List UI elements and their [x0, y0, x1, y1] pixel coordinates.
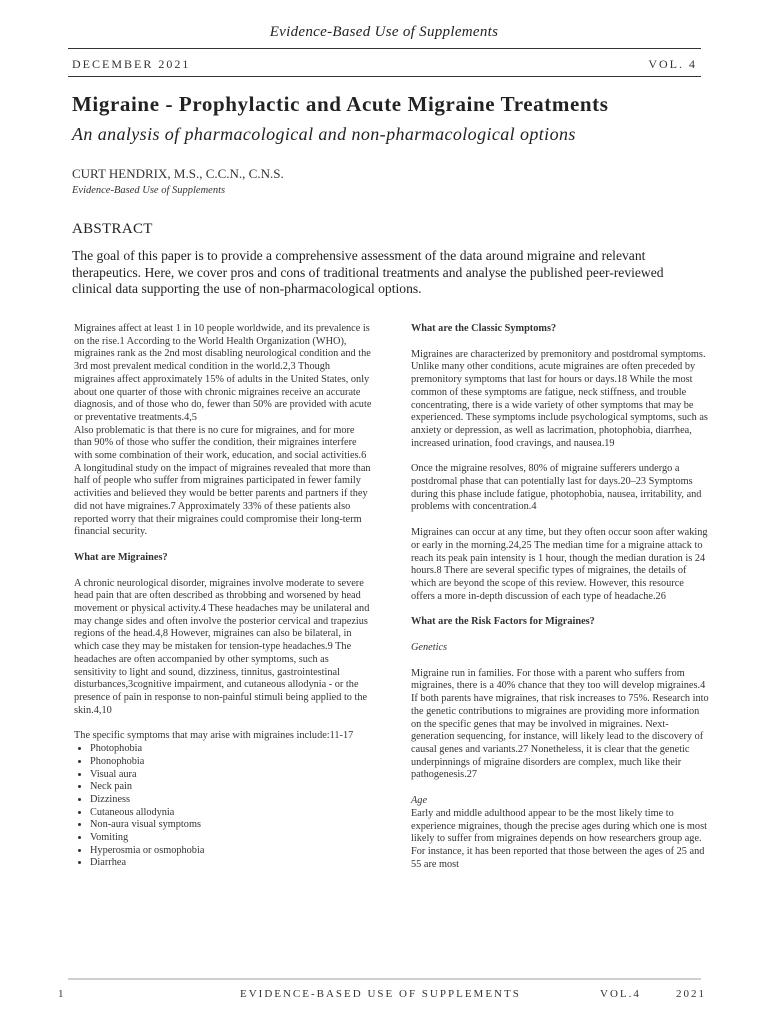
definition-paragraph: A chronic neurological disorder, migraines involve moderate to severe head pain that are often described as throbbing and worsened by head movement or physical activity.4 These headaches may be unilateral and may change sides and often involve the posterior cervical and trapezius regions of the head.4,8 However, migraines can also be bilateral, in which case they may be mistaken for tension-type headaches.9 The headaches are often accompanied by other symptoms, such as sensitivity to light and sound, dizziness, tinnitus, gastrointestinal disturbances,3cognitive impairment, and cutaneous allodynia - or the presence of pain in response to non-painful stimuli being applied to the skin.4,10 [74, 577, 370, 716]
premonitory-paragraph: Migraines are characterized by premonitory and postdromal symptoms. Unlike many other conditions, acute migraines are often preceded by premonitory symptoms that last for hours or days.18 While the most common of these symptoms are fatigue, neck stiffness, and trouble concentrating, there is a wide variety of other symptoms that may be experienced. These symptoms include psychological symptoms, such as anxiety or depression, as well as lacrimation, photophobia, diarrhea, increased urination, food cravings, and nausea.19 [411, 348, 708, 449]
abstract-text: The goal of this paper is to provide a comprehensive assessment of the data around migraine and relevant therapeutics. Here, we cover pros and cons of traditional treatments and analyse the published peer-reviewed clinical data supporting the use of non-pharmacological options. [72, 248, 664, 296]
subheading-genetics: Genetics [411, 642, 448, 654]
section-heading-migraines: What are Migraines? [74, 551, 168, 563]
timing-paragraph: Migraines can occur at any time, but they often occur soon after waking or early in the morning.24,25 The median time for a migraine attack to reach its peak pain intensity is 1 hour, though the median duration is 24 hours.8 There are several specific types of migraines, the details of which are beyond the scope of this review. However, this resource offers a more in-depth discussion of each type of headache.26 [411, 527, 708, 602]
list-item: • Non-aura visual symptoms [90, 819, 372, 832]
footer-journal: EVIDENCE-BASED USE OF SUPPLEMENTS [240, 988, 521, 1000]
author-affiliation: Evidence-Based Use of Supplements [72, 185, 226, 196]
symptom-list [74, 743, 372, 870]
list-item: • Photophobia [90, 743, 372, 756]
right-column [411, 323, 709, 871]
issue-date: DECEMBER 2021 [72, 57, 191, 71]
list-item: • Cutaneous allodynia [90, 807, 372, 820]
postdromal-paragraph: Once the migraine resolves, 80% of migraine sufferers undergo a postdromal phase that can potentially last for days.20–23 Symptoms during this phase include fatigue, photophobia, nausea, irritability, and problems with concentration.4 [411, 463, 702, 513]
footer-rule [68, 978, 701, 980]
journal-title: Evidence-Based Use of Supplements [269, 24, 499, 40]
issue-bar [72, 57, 697, 72]
footer-volume: VOL.4 [600, 988, 641, 1000]
issue-rule [68, 76, 701, 77]
issue-volume: VOL. 4 [648, 57, 697, 71]
subheading-age: Age [411, 795, 428, 807]
impact-paragraph: Also problematic is that there is no cure for migraines, and for more than 90% of those who suffer the condition, their migraines interfere with some combination of their work, education, and social activities.6 A longitudinal study on the impact of migraines revealed that more than half of people who suffer from migraines participated in fewer family activities and believed they would be better parents and partners if they did not have migraines.7 Approximately 33% of these patients also reported worry that their migraines could compromise their long-term financial security. [74, 424, 371, 538]
age-paragraph: Early and middle adulthood appear to be the most likely time to experience migraines, though the precise ages during which one is most likely to suffer from migraines depends on how researchers group age. For instance, it has been reported that those between the ages of 25 and 55 are most [411, 807, 707, 870]
section-heading-risk: What are the Risk Factors for Migraines? [411, 616, 595, 628]
genetics-paragraph: Migraine run in families. For those with a parent who suffers from migraines, there is a 40% chance that they too will develop migraines.4 If both parents have migraines, that risk increases to 75%. Research into the genetic contributions to migraines are providing more information on the specific genes that may be involved in migraines. Next-generation sequencing, for instance, will likely lead to the discovery of causal genes and variants.27 Nonetheless, it is clear that the genetic underpinnings of migraine disorders are complex, much like their pathogenesis.27 [411, 667, 709, 781]
article-subtitle: An analysis of pharmacological and non-pharmacological options [72, 124, 576, 144]
symptoms-intro: The specific symptoms that may arise with migraines include:11-17 [74, 730, 354, 742]
left-column [74, 323, 372, 870]
intro-paragraph: Migraines affect at least 1 in 10 people worldwide, and its prevalence is on the rise.1 According to the World Health Organization (WHO), migraines rank as the 2nd most disabling neurological condition and the 3rd most prevalent medical condition in the world.2,3 Though migraines affect approximately 15% of adults in the United States, only about one quarter of those with chronic migraines receive an accurate diagnosis, and of those who do, fewer than 50% are provided with acute or preventative treatments.4,5 [74, 323, 372, 423]
list-item: • Dizziness [90, 794, 372, 807]
list-item: • Phonophobia [90, 756, 372, 769]
list-item: • Hyperosmia or osmophobia [90, 845, 372, 858]
list-item: • Neck pain [90, 781, 372, 794]
article-title: Migraine - Prophylactic and Acute Migraine Treatments [72, 92, 609, 116]
list-item: • Vomiting [90, 832, 372, 845]
header-rule [68, 48, 701, 49]
footer-year: 2021 [676, 988, 706, 1000]
abstract-heading: ABSTRACT [72, 221, 153, 237]
author-name: CURT HENDRIX, M.S., C.C.N., C.N.S. [72, 166, 284, 181]
page-number: 1 [58, 988, 66, 1000]
list-item: • Visual aura [90, 769, 372, 782]
section-heading-symptoms: What are the Classic Symptoms? [411, 323, 557, 334]
list-item: • Diarrhea [90, 857, 372, 870]
